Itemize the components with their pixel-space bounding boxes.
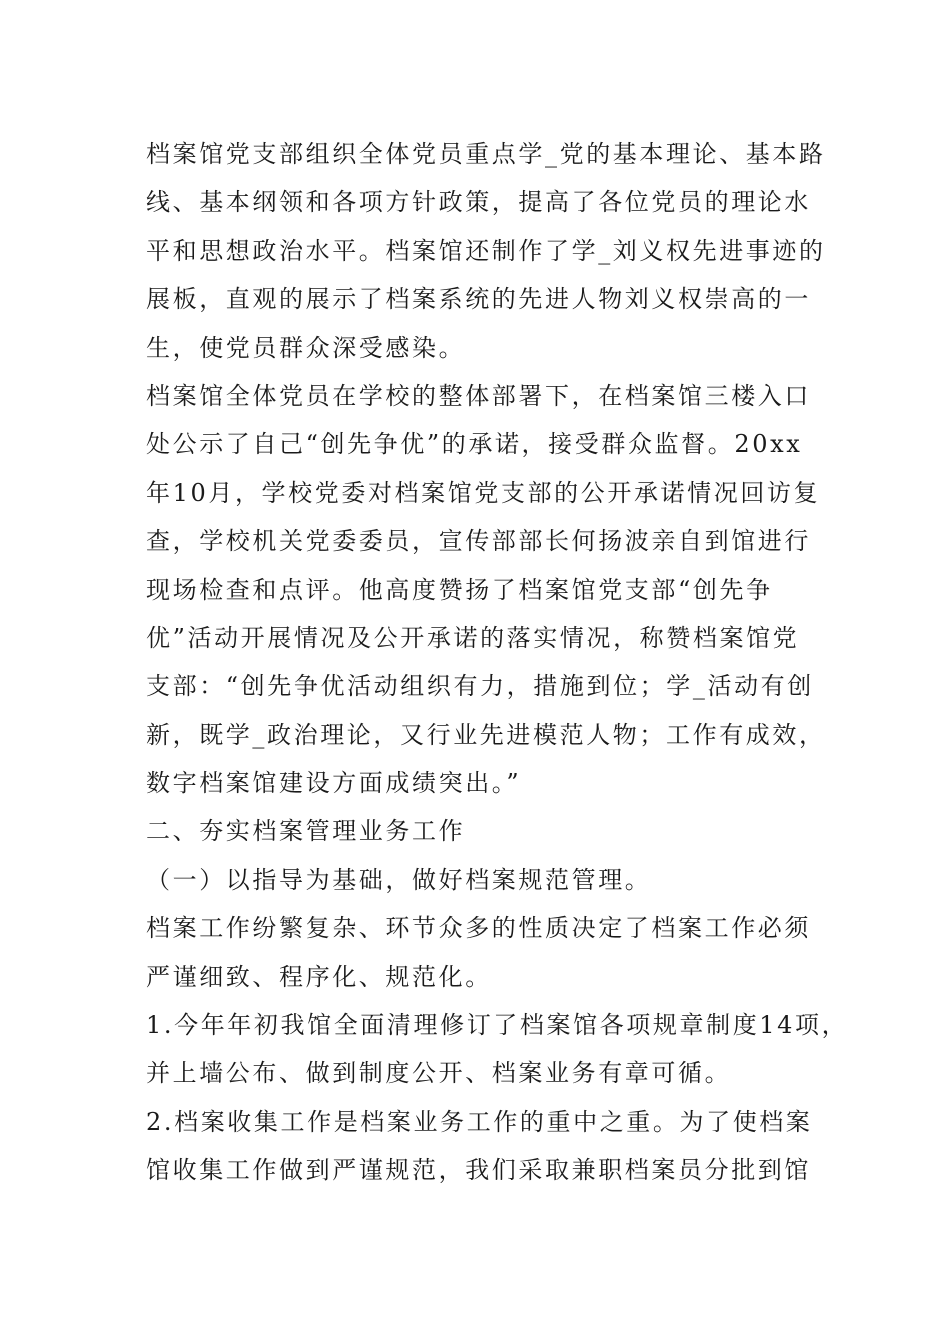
document-body: [146, 130, 849, 1195]
text-line: 并上墙公布、做到制度公开、档案业务有章可循。: [146, 1059, 732, 1088]
text-line: 新，既学_政治理论，又行业先进模范人物；工作有成效，: [146, 720, 826, 749]
section-heading: [146, 807, 826, 855]
text-line: 展板，直观的展示了档案系统的先进人物刘义权崇高的一: [146, 285, 811, 314]
text-line: 查，学校机关党委委员，宣传部部长何扬波亲自到馆进行: [146, 527, 811, 556]
text-line: 档案馆党支部组织全体党员重点学_党的基本理论、基本路: [146, 140, 826, 168]
text-line: 1.今年年初我馆全面清理修订了档案馆各项规章制度14项，: [146, 1011, 849, 1040]
text-line: 现场检查和点评。他高度赞扬了档案馆党支部“创先争: [146, 575, 773, 604]
subsection-heading: [146, 856, 826, 904]
text-line: （一）以指导为基础，做好档案规范管理。: [146, 865, 652, 894]
text-line: 优”活动开展情况及公开承诺的落实情况，称赞档案馆党: [146, 623, 800, 652]
text-line: 平和思想政治水平。档案馆还制作了学_刘义权先进事迹的: [146, 236, 826, 265]
text-line: 支部：“创先争优活动组织有力，措施到位；学_活动有创: [146, 672, 814, 701]
text-line: 数字档案馆建设方面成绩突出。”: [146, 769, 522, 798]
list-item-2: [146, 1098, 826, 1195]
text-line: 处公示了自己“创先争优”的承诺，接受群众监督。20xx: [146, 430, 803, 459]
text-line: 线、基本纲领和各项方针政策，提高了各位党员的理论水: [146, 188, 811, 217]
paragraph-party-study: [146, 130, 826, 372]
text-line: 档案馆全体党员在学校的整体部署下，在档案馆三楼入口: [146, 381, 811, 410]
list-item-1: [146, 1001, 849, 1098]
text-line: 严谨细致、程序化、规范化。: [146, 962, 492, 991]
text-line: 2.档案收集工作是档案业务工作的重中之重。为了使档案: [146, 1107, 813, 1136]
text-line: 生，使党员群众深受感染。: [146, 333, 466, 362]
text-line: 档案工作纷繁复杂、环节众多的性质决定了档案工作必须: [146, 914, 811, 943]
text-line: 年10月，学校党委对档案馆党支部的公开承诺情况回访复: [146, 478, 821, 507]
paragraph-archive-nature: [146, 904, 826, 1001]
text-line: 二、夯实档案管理业务工作: [146, 817, 466, 846]
paragraph-public-commitment: [146, 372, 826, 808]
text-line: 馆收集工作做到严谨规范，我们采取兼职档案员分批到馆: [146, 1156, 811, 1185]
